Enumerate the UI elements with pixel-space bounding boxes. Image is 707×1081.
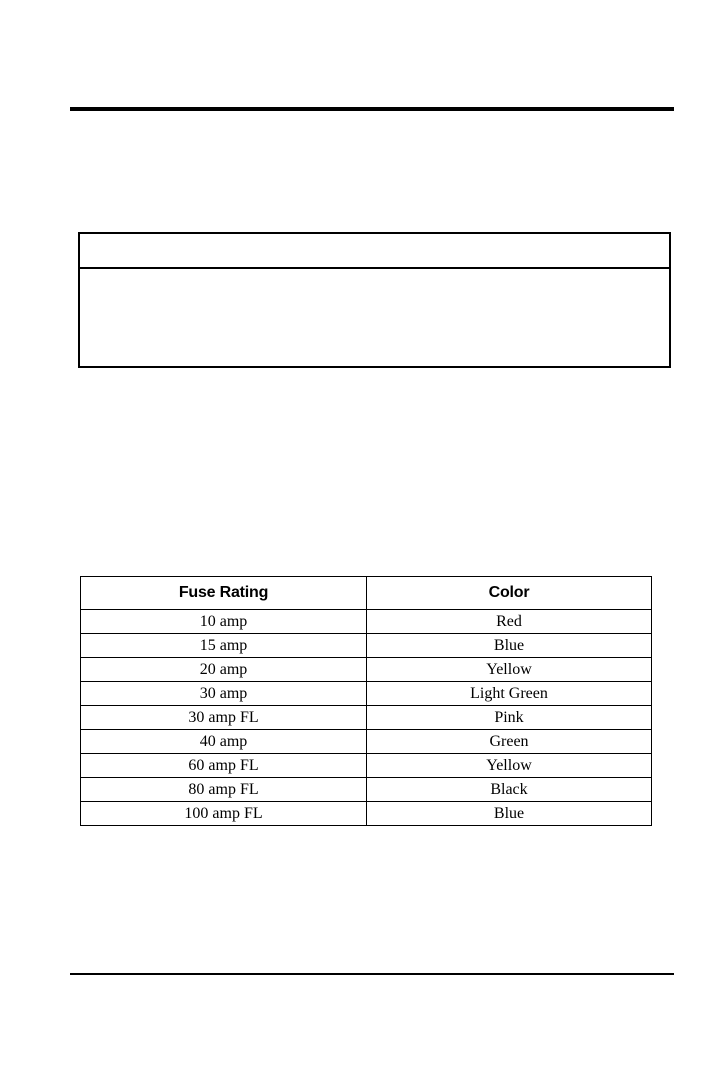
fuse-rating-cell: 30 amp (81, 682, 367, 706)
fuse-color-cell: Red (367, 610, 652, 634)
fuse-rating-cell: 80 amp FL (81, 778, 367, 802)
fuse-rating-cell: 15 amp (81, 634, 367, 658)
fuse-color-cell: Light Green (367, 682, 652, 706)
fuse-rating-cell: 10 amp (81, 610, 367, 634)
table-header-row (81, 577, 652, 610)
table-row (81, 682, 652, 706)
table-row (81, 730, 652, 754)
table-row (81, 754, 652, 778)
fuse-color-table (80, 576, 652, 826)
column-header-color: Color (367, 577, 652, 610)
fuse-rating-cell: 20 amp (81, 658, 367, 682)
table-row (81, 802, 652, 826)
column-header-fuse-rating: Fuse Rating (81, 577, 367, 610)
fuse-color-cell: Black (367, 778, 652, 802)
fuse-color-cell: Pink (367, 706, 652, 730)
footer-rule (70, 973, 674, 975)
fuse-color-cell: Blue (367, 802, 652, 826)
table-row (81, 634, 652, 658)
fuse-rating-cell: 40 amp (81, 730, 367, 754)
notice-box-header (80, 234, 669, 269)
header-rule (70, 107, 674, 111)
fuse-color-cell: Yellow (367, 754, 652, 778)
fuse-rating-cell: 60 amp FL (81, 754, 367, 778)
table-row (81, 778, 652, 802)
fuse-color-cell: Yellow (367, 658, 652, 682)
table-row (81, 610, 652, 634)
fuse-rating-cell: 30 amp FL (81, 706, 367, 730)
fuse-color-cell: Green (367, 730, 652, 754)
table-row (81, 706, 652, 730)
fuse-color-cell: Blue (367, 634, 652, 658)
fuse-rating-cell: 100 amp FL (81, 802, 367, 826)
notice-box (78, 232, 671, 368)
table-row (81, 658, 652, 682)
